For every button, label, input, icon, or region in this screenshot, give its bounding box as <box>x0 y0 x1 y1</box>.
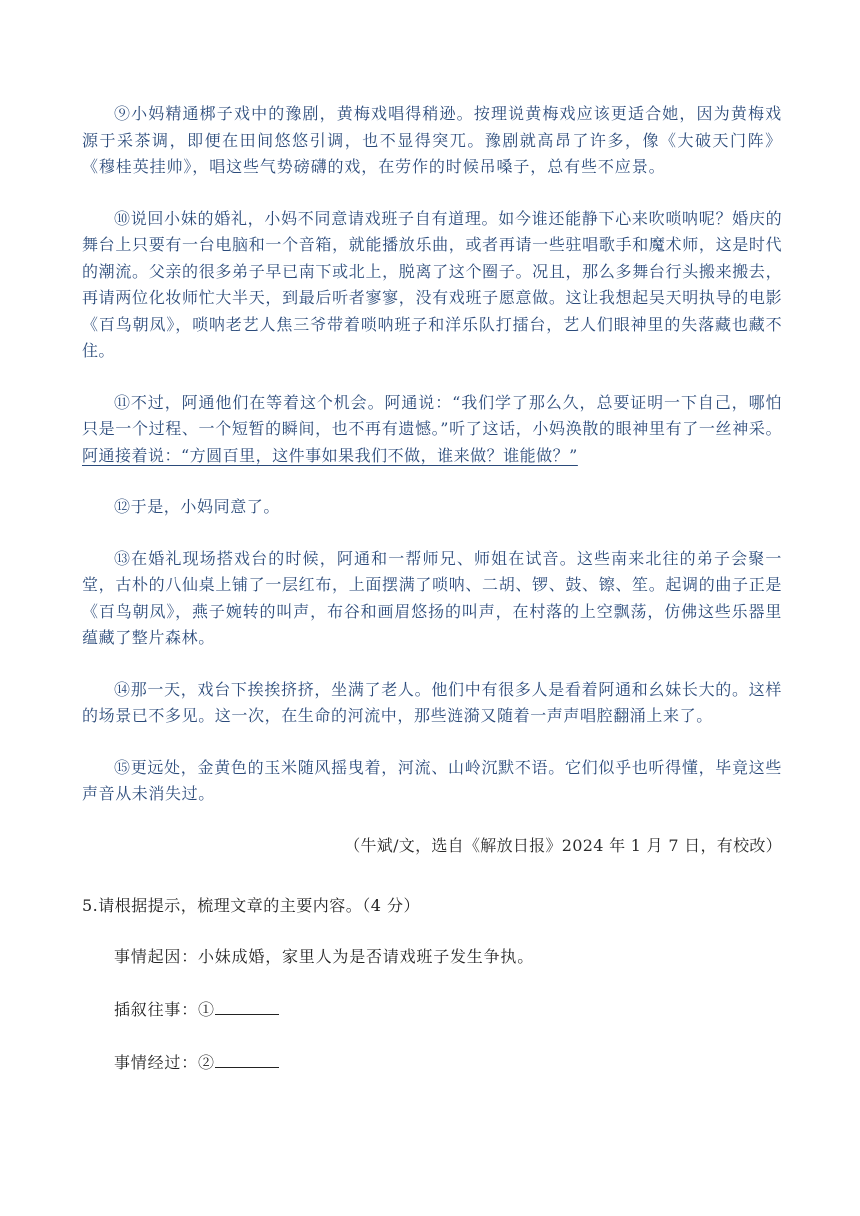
question-line-label: 事情经过：② <box>114 1053 215 1072</box>
question-line-label: 事情起因：小妹成婚，家里人为是否请戏班子发生争执。 <box>114 947 535 966</box>
paragraph-13: ⑬在婚礼现场搭戏台的时候，阿通和一帮师兄、师姐在试音。这些南来北往的弟子会聚一堂，古朴的八仙桌上铺了一层红布，上面摆满了唢呐、二胡、锣、鼓、镲、笙。起调的曲子正是《百鸟朝凤》，燕子婉转的叫声，布谷和画眉悠扬的叫声，在村落的上空飘荡，仿佛这些乐器里蕴藏了整片森林。 <box>82 548 782 647</box>
paragraph-11-text: ⑪不过，阿通他们在等着这个机会。阿通说：“我们学了那么久，总要证明一下自己，哪怕只是一个过程、一个短暂的瞬间，也不再有遗憾。”听了这话，小妈涣散的眼神里有了一丝神采。 <box>82 392 782 438</box>
question-line-cause <box>114 944 782 970</box>
paragraph-14: ⑭那一天，戏台下挨挨挤挤，坐满了老人。他们中有很多人是看着阿通和幺妹长大的。这样的场景已不多见。这一次，在生命的河流中，那些涟漪又随着一声声唱腔翻涌上来了。 <box>82 679 782 725</box>
article-source: （牛斌/文，选自《解放日报》2024 年 1 月 7 日，有校改） <box>344 835 782 855</box>
question-line-process <box>114 1049 782 1076</box>
question-5 <box>82 893 782 1102</box>
paragraph-11 <box>82 390 782 470</box>
paragraph-9: ⑨小妈精通梆子戏中的豫剧，黄梅戏唱得稍逊。按理说黄梅戏应该更适合她，因为黄梅戏源于采茶调，即便在田间悠悠引调，也不显得突兀。豫剧就高昂了许多，像《大破天门阵》《穆桂英挂帅》，唱这些气势磅礴的戏，在劳作的时候吊嗓子，总有些不应景。 <box>82 104 782 176</box>
answer-blank-2[interactable] <box>215 1049 279 1068</box>
question-title: 5.请根据提示，梳理文章的主要内容。（4 分） <box>82 896 421 915</box>
paragraph-15: ⑮更远处，金黄色的玉米随风摇曳着，河流、山岭沉默不语。它们似乎也听得懂，毕竟这些声音从未消失过。 <box>82 757 782 803</box>
question-line-label: 插叙往事：① <box>114 1000 215 1019</box>
question-line-flashback <box>114 996 782 1023</box>
article-body <box>82 101 782 859</box>
paragraph-12: ⑫于是，小妈同意了。 <box>114 497 281 516</box>
answer-blank-1[interactable] <box>215 996 279 1015</box>
paragraph-10: ⑩说回小妹的婚礼，小妈不同意请戏班子自有道理。如今谁还能静下心来吹唢呐呢？婚庆的舞台上只要有一台电脑和一个音箱，就能播放乐曲，或者再请一些驻唱歌手和魔术师，这是时代的潮流。父亲的很多弟子早已南下或北上，脱离了这个圈子。况且，那么多舞台行头搬来搬去，再请两位化妆师忙大半天，到最后听者寥寥，没有戏班子愿意做。这让我想起吴天明执导的电影《百鸟朝凤》，唢呐老艺人焦三爷带着唢呐班子和洋乐队打擂台，艺人们眼神里的失落藏也藏不住。 <box>82 208 782 360</box>
paragraph-11-underlined-sentence: 阿通接着说：“方圆百里，这件事如果我们不做，谁来做？谁能做？” <box>82 445 578 465</box>
